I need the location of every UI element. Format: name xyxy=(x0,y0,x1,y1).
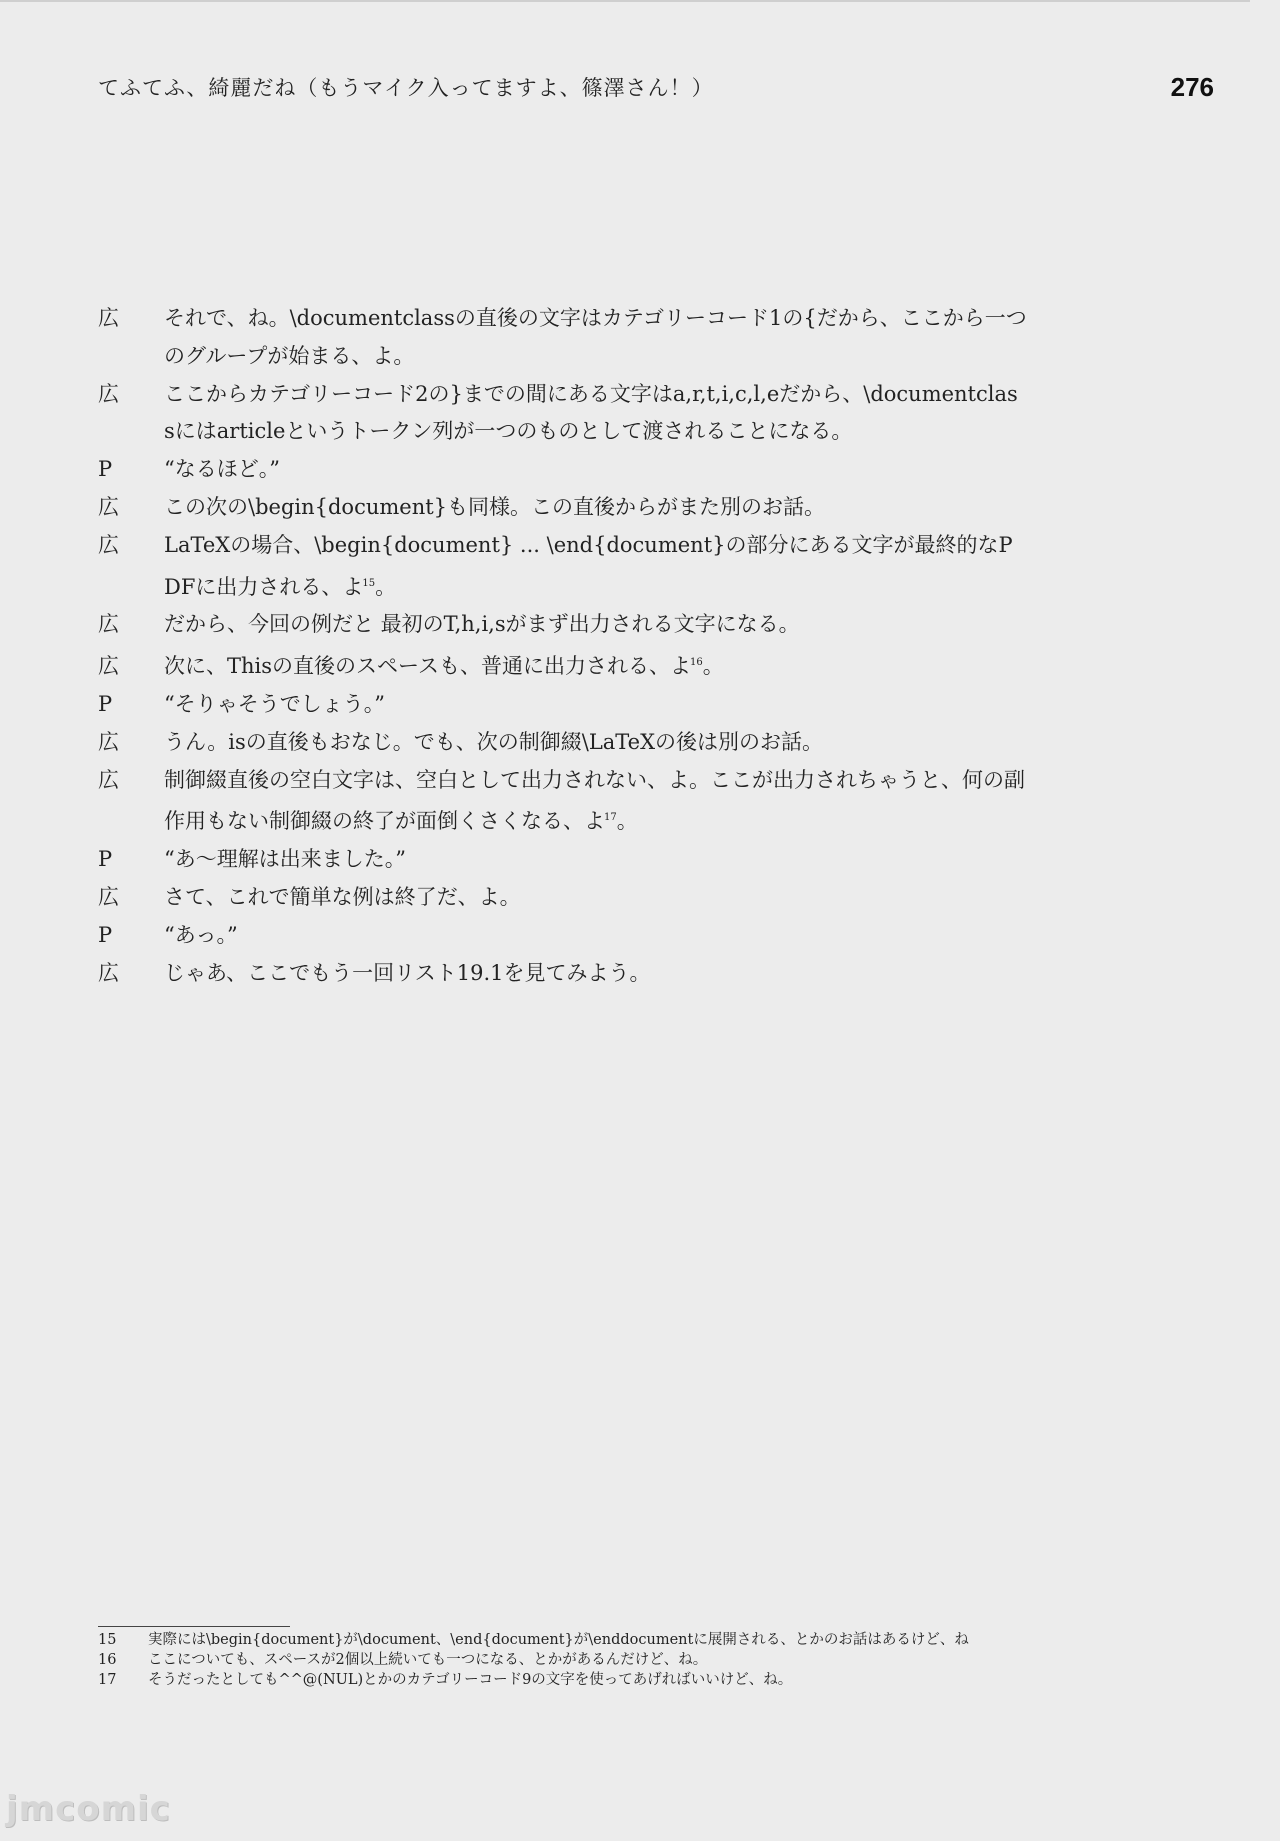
footnote-number: 15 xyxy=(98,1632,117,1648)
footnote xyxy=(98,1670,1028,1690)
dialogue-text: うん。isの直後もおなじ。でも、次の制御綴\LaTeXの後は別のお話。 xyxy=(164,729,824,754)
speaker-label: 広 xyxy=(98,960,119,985)
dialogue-line xyxy=(98,376,1028,452)
dialogue-body xyxy=(98,300,1028,992)
speaker-label: 広 xyxy=(98,729,119,754)
dialogue-text: さて、これで簡単な例は終了だ、よ。 xyxy=(164,884,521,909)
dialogue-line xyxy=(98,724,1028,762)
dialogue-text: “あっ。” xyxy=(164,922,238,947)
watermark-logo: jmcomic xyxy=(6,1789,171,1829)
footnote-rule xyxy=(98,1626,290,1627)
footnote-marker: 16 xyxy=(689,657,703,669)
speaker-label: P xyxy=(98,847,113,872)
dialogue-text: じゃあ、ここでもう一回リスト19.1を見てみよう。 xyxy=(164,960,651,985)
footnotes xyxy=(98,1630,1028,1690)
dialogue-text: だから、今回の例だと 最初のT,h,i,sがまず出力される文字になる。 xyxy=(164,612,800,637)
running-header: てふてふ、綺麗だね（もうマイク入ってますよ、篠澤さん！） xyxy=(98,76,714,100)
speaker-label: 広 xyxy=(98,381,119,406)
dialogue-text: “なるほど。” xyxy=(164,457,280,482)
dialogue-line xyxy=(98,527,1028,607)
dialogue-text-tail: 。 xyxy=(375,574,397,599)
footnote-number: 17 xyxy=(98,1672,117,1688)
dialogue-text: 制御綴直後の空白文字は、空白として出力されない、よ。ここが出力されちゃうと、何の副作用もない制御綴の終了が面倒くさくなる、よ xyxy=(164,767,1025,834)
footnote xyxy=(98,1630,1028,1650)
footnote-text: ここについても、スペースが2個以上続いても一つになる、とかがあるんだけど、ね。 xyxy=(148,1652,708,1668)
footnote-number: 16 xyxy=(98,1652,117,1668)
footnote-text: 実際には\begin{document}が\document、\end{document}が\enddocumentに展開される、とかのお話はあるけど、ね xyxy=(148,1632,969,1648)
speaker-label: P xyxy=(98,457,113,482)
dialogue-text: “あ～理解は出来ました。” xyxy=(164,847,406,872)
footnote xyxy=(98,1650,1028,1670)
dialogue-text-tail: 。 xyxy=(702,654,724,679)
dialogue-line xyxy=(98,917,1028,955)
speaker-label: 広 xyxy=(98,494,119,519)
speaker-label: 広 xyxy=(98,654,119,679)
dialogue-text: ここからカテゴリーコード2の}までの間にある文字はa,r,t,i,c,l,eだから、\documentclassにはarticleというトークン列が一つのものとして渡されることになる。 xyxy=(164,381,1018,444)
dialogue-line xyxy=(98,762,1028,842)
dialogue-text: この次の\begin{document}も同様。この直後からがまた別のお話。 xyxy=(164,494,826,519)
footnote-text: そうだったとしても^^@(NUL)とかのカテゴリーコード9の文字を使ってあげればいいけど、ね。 xyxy=(148,1672,793,1688)
dialogue-text-tail: 。 xyxy=(616,809,638,834)
speaker-label: P xyxy=(98,922,113,947)
dialogue-text: “そりゃそうでしょう。” xyxy=(164,691,385,716)
speaker-label: 広 xyxy=(98,767,119,792)
speaker-label: 広 xyxy=(98,612,119,637)
dialogue-line xyxy=(98,606,1028,644)
dialogue-line xyxy=(98,879,1028,917)
dialogue-text: LaTeXの場合、\begin{document} ... \end{document}の部分にある文字が最終的なPDFに出力される、よ xyxy=(164,532,1013,599)
dialogue-line xyxy=(98,300,1028,376)
dialogue-line xyxy=(98,841,1028,879)
speaker-label: 広 xyxy=(98,884,119,909)
page-number: 276 xyxy=(1170,72,1214,102)
top-rule xyxy=(0,0,1250,2)
dialogue-line xyxy=(98,955,1028,993)
dialogue-line xyxy=(98,489,1028,527)
dialogue-line xyxy=(98,686,1028,724)
dialogue-text: 次に、Thisの直後のスペースも、普通に出力される、よ xyxy=(164,654,691,679)
dialogue-line xyxy=(98,451,1028,489)
speaker-label: 広 xyxy=(98,306,119,330)
speaker-label: P xyxy=(98,691,113,716)
speaker-label: 広 xyxy=(98,532,119,557)
footnote-marker: 15 xyxy=(362,577,376,589)
dialogue-text: それで、ね。\documentclassの直後の文字はカテゴリーコード1の{だから、ここから一つのグループが始まる、よ。 xyxy=(164,306,1027,368)
dialogue-line xyxy=(98,644,1028,686)
footnote-marker: 17 xyxy=(604,812,617,824)
